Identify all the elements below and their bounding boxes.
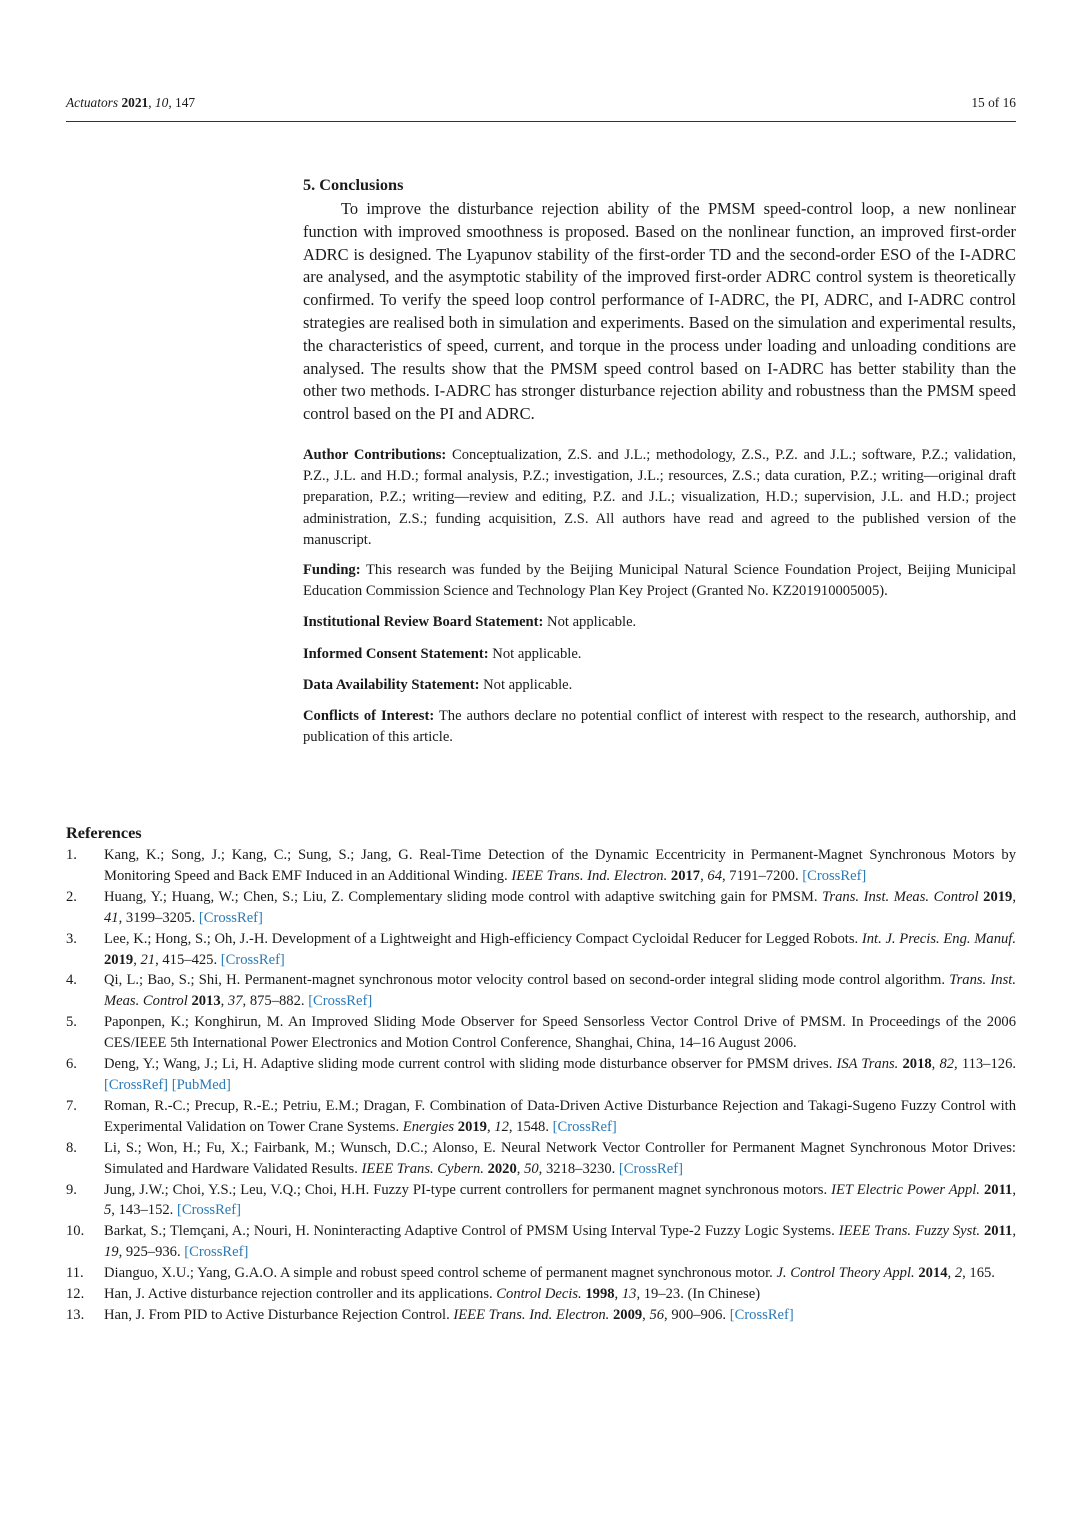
publication-year: 2019 — [104, 951, 134, 968]
page-number: 15 of 16 — [971, 95, 1016, 110]
reference-text: , — [1012, 1181, 1017, 1198]
reference-text: , 165. — [962, 1265, 995, 1282]
journal-year: 2021 — [121, 95, 149, 110]
back-label: Institutional Review Board Statement: — [303, 614, 544, 631]
publication-year: 2011 — [983, 1181, 1013, 1198]
reference-number: 4. — [66, 972, 77, 989]
author-contributions: Author Contributions: Conceptualization, Z.S. and J.L.; methodology, Z.S., P.Z. and J.L.; software, P.Z.; validation, P.Z., J.L. and H.D.; formal analysis, P.Z.; investigation, J.L.; resources, Z.S.; data curation, P.Z.; writing—original draft preparation, P.Z.; writing—review and editing, P.Z. and J.L.; visualization, H.D.; supervision, J.L. and H.D.; project administration, Z.S.; funding acquisition, Z.S. All authors have read and agreed to the published version of the manuscript. — [303, 446, 1016, 548]
publication-year: 2017 — [670, 867, 701, 884]
reference-text: , — [947, 1265, 955, 1282]
reference-text: Deng, Y.; Wang, J.; Li, H. Adaptive sliding mode current control with sliding mode disturbance observer for PMSM drives. — [104, 1056, 837, 1073]
journal-title: 41 — [104, 909, 119, 926]
funding-statement: Funding: This research was funded by the Beijing Municipal Natural Science Foundation Project, Beijing Municipal Education Commission Science and Technology Plan Key Project (Granted No. KZ201910005005). — [303, 561, 1016, 600]
reference-item — [66, 1054, 1016, 1096]
journal-title: 50 — [524, 1160, 539, 1177]
back-label: Funding: — [303, 561, 361, 578]
crossref-link[interactable]: [CrossRef] — [618, 1160, 683, 1177]
reference-item — [66, 887, 1016, 929]
reference-text: Han, J. Active disturbance rejection controller and its applications. — [104, 1286, 497, 1303]
reference-text: , — [614, 1286, 622, 1303]
reference-item — [66, 929, 1016, 971]
back-label: Author Contributions: — [303, 446, 447, 463]
publication-year: 1998 — [585, 1286, 615, 1303]
journal-title: Trans. Inst. Meas. Control — [104, 972, 1016, 1010]
reference-text: , 113–126. — [954, 1056, 1017, 1073]
back-label: Informed Consent Statement: — [303, 645, 489, 662]
section-title-conclusions: 5. Conclusions — [303, 175, 404, 194]
reference-number: 10. — [66, 1223, 85, 1240]
reference-text: Lee, K.; Hong, S.; Oh, J.-H. Development of a Lightweight and High-efficiency Compact Cycloidal Reducer for Legged Robots. — [104, 930, 862, 947]
reference-text: Jung, J.W.; Choi, Y.S.; Leu, V.Q.; Choi, H.H. Fuzzy PI-type current controllers for permanent magnet synchronous motors. — [104, 1181, 832, 1198]
journal-name: Actuators — [66, 95, 119, 110]
reference-item — [66, 970, 1016, 1012]
reference-item — [66, 1284, 1016, 1305]
references-title: References — [66, 823, 142, 842]
reference-text: , 19–23. (In Chinese) — [636, 1286, 761, 1303]
reference-item — [66, 1012, 1016, 1054]
reference-text: , — [642, 1306, 650, 1323]
journal-title: 5 — [104, 1202, 112, 1219]
reference-text: , 7191–7200. — [721, 867, 803, 884]
reference-text: , — [700, 867, 708, 884]
journal-title: 64 — [707, 867, 722, 884]
journal-title: 19 — [104, 1244, 119, 1261]
reference-number: 8. — [66, 1139, 77, 1156]
reference-text: Qi, L.; Bao, S.; Shi, H. Permanent-magnet synchronous motor velocity control based on second-order integral sliding mode control algorithm. — [104, 972, 950, 989]
pubmed-link[interactable]: [PubMed] — [171, 1076, 231, 1093]
crossref-link[interactable]: [CrossRef] — [220, 951, 285, 968]
reference-text: , 875–882. — [242, 993, 309, 1010]
journal-title: 2 — [954, 1265, 963, 1282]
reference-text: Barkat, S.; Tlemçani, A.; Nouri, H. Noninteracting Adaptive Control of PMSM Using Interval Type-2 Fuzzy Logic Systems. — [104, 1223, 839, 1240]
journal-citation: Actuators 2021, 10, 147 — [66, 95, 196, 110]
reference-text: , 3218–3230. — [538, 1160, 619, 1177]
reference-number: 2. — [66, 888, 77, 905]
publication-year: 2011 — [983, 1223, 1013, 1240]
reference-item — [66, 845, 1016, 887]
crossref-link[interactable]: [CrossRef] — [802, 867, 867, 884]
reference-text: , 3199–3205. — [118, 909, 199, 926]
reference-text: Paponpen, K.; Konghirun, M. An Improved Sliding Mode Observer for Speed Sensorless Vector Control Drive of PMSM. In Proceedings of the 2006 CES/IEEE 5th International Power Electronics and Motion Control Conference, Shanghai, China, 14–16 August 2006. — [104, 1014, 1016, 1052]
reference-text: , — [220, 993, 228, 1010]
reference-text: , 900–906. — [664, 1306, 730, 1323]
reference-number: 11. — [66, 1265, 84, 1282]
reference-list — [66, 845, 1016, 1326]
crossref-link[interactable]: [CrossRef] — [176, 1202, 242, 1219]
running-header — [66, 94, 1016, 114]
reference-number: 3. — [66, 930, 77, 947]
reference-item — [66, 1305, 1016, 1326]
informed-consent-statement: Informed Consent Statement: Not applicable. — [303, 645, 582, 662]
journal-title: IEEE Trans. Ind. Electron. — [511, 867, 668, 884]
reference-text: , — [1012, 1223, 1016, 1240]
reference-text: , — [516, 1160, 525, 1177]
journal-volume: 10 — [154, 95, 169, 110]
journal-title: IEEE Trans. Ind. Electron. — [453, 1306, 610, 1323]
publication-year: 2019 — [983, 888, 1013, 905]
reference-number: 1. — [66, 847, 77, 863]
reference-text: Dianguo, X.U.; Yang, G.A.O. A simple and robust speed control scheme of permanent magnet synchronous motor. — [104, 1265, 777, 1282]
journal-title: 12 — [494, 1118, 509, 1135]
reference-number: 6. — [66, 1056, 77, 1073]
reference-text: Kang, K.; Song, J.; Kang, C.; Sung, S.; Jang, G. Real-Time Detection of the Dynamic Eccentricity in Permanent-Magnet Synchronous Motors by Monitoring Speed and Back EMF Induced in an Additional Winding. — [104, 847, 1016, 884]
reference-number: 7. — [66, 1097, 77, 1114]
journal-title: J. Control Theory Appl. — [776, 1265, 915, 1282]
crossref-link[interactable]: [CrossRef] — [184, 1244, 249, 1261]
reference-text: Huang, Y.; Huang, W.; Chen, S.; Liu, Z. Complementary sliding mode control with adaptive switching gain for PMSM. — [104, 888, 823, 905]
journal-title: Control Decis. — [496, 1286, 582, 1303]
reference-text: , — [133, 951, 141, 968]
crossref-link[interactable]: [CrossRef] — [552, 1118, 617, 1135]
journal-title: 56 — [649, 1306, 665, 1323]
reference-text: Li, S.; Won, H.; Fu, X.; Fairbank, M.; Wunsch, D.C.; Alonso, E. Neural Network Vector Controller for Permanent Magnet Synchronous Motor Drives: Simulated and Hardware Validated Results. — [104, 1139, 1016, 1177]
publication-year: 2018 — [902, 1056, 932, 1073]
journal-title: 82 — [939, 1056, 955, 1073]
crossref-link[interactable]: [CrossRef] — [729, 1306, 794, 1323]
conflicts-of-interest: Conflicts of Interest: The authors declare no potential conflict of interest with respect to the research, authorship, and publication of this article. — [303, 708, 1016, 746]
journal-title: IEEE Trans. Fuzzy Syst. — [838, 1223, 981, 1240]
journal-title: Energies — [402, 1118, 455, 1135]
irb-statement: Institutional Review Board Statement: Not applicable. — [303, 614, 637, 631]
main-column — [303, 174, 1016, 748]
publication-year: 2009 — [612, 1306, 643, 1323]
crossref-link[interactable]: [CrossRef] — [104, 1076, 169, 1093]
reference-text: Roman, R.-C.; Precup, R.-E.; Petriu, E.M.; Dragan, F. Combination of Data-Driven Active Disturbance Rejection and Takagi-Sugeno Fuzzy Control with Experimental Validation on Tower Crane Systems. — [104, 1097, 1016, 1135]
reference-item — [66, 1180, 1016, 1222]
reference-text: Han, J. From PID to Active Disturbance Rejection Control. — [104, 1306, 454, 1323]
article-number: 147 — [175, 95, 196, 110]
reference-number: 13. — [66, 1306, 85, 1323]
publication-year: 2013 — [191, 993, 221, 1010]
crossref-link[interactable]: [CrossRef] — [198, 909, 263, 926]
journal-title: Int. J. Precis. Eng. Manuf. — [861, 930, 1016, 947]
reference-item — [66, 1221, 1016, 1263]
reference-item — [66, 1263, 1016, 1284]
reference-number: 5. — [66, 1014, 77, 1031]
journal-title: ISA Trans. — [836, 1056, 899, 1073]
reference-item — [66, 1138, 1016, 1180]
back-label: Data Availability Statement: — [303, 676, 480, 693]
reference-number: 12. — [66, 1286, 85, 1303]
journal-title: 13 — [621, 1286, 637, 1303]
publication-year: 2019 — [457, 1118, 487, 1135]
conclusions-paragraph: To improve the disturbance rejection ability of the PMSM speed-control loop, a new nonlinear function with improved smoothness is proposed. Based on the nonlinear function, an improved first-order ADRC is designed. The Lyapunov stability of the first-order TD and the second-order ESO of the I-ADRC are analysed, and the asymptotic stability of the improved first-order ADRC control system is theoretically confirmed. To verify the speed loop control performance of I-ADRC, the PI, ADRC, and I-ADRC control strategies are realised both in simulation and experiments. Based on the simulation and experimental results, the characteristics of speed, current, and torque in the process under loading and unloading conditions are analysed. The results show that the PMSM speed control based on I-ADRC has better stability than the other two methods. I-ADRC has stronger disturbance rejection ability and robustness than the PMSM speed control based on the PI and ADRC. — [303, 199, 1016, 424]
publication-year: 2014 — [918, 1265, 948, 1282]
reference-text: , — [486, 1118, 495, 1135]
journal-title: IET Electric Power Appl. — [831, 1181, 980, 1198]
reference-item — [66, 1096, 1016, 1138]
data-availability-statement: Data Availability Statement: Not applicable. — [303, 676, 573, 693]
reference-text: , 143–152. — [111, 1202, 177, 1219]
publication-year: 2020 — [487, 1160, 517, 1177]
reference-text: , 1548. — [508, 1118, 553, 1135]
reference-text: , 415–425. — [155, 951, 221, 968]
header-divider — [66, 121, 1016, 122]
journal-title: IEEE Trans. Cybern. — [361, 1160, 484, 1177]
journal-title: Trans. Inst. Meas. Control — [822, 888, 979, 905]
crossref-link[interactable]: [CrossRef] — [308, 993, 373, 1010]
journal-title: 21 — [140, 951, 156, 968]
reference-text: , 925–936. — [118, 1244, 185, 1261]
reference-number: 9. — [66, 1181, 77, 1198]
reference-text: , — [931, 1056, 940, 1073]
references-section — [66, 822, 1016, 1326]
reference-text: , — [1012, 888, 1016, 905]
back-label: Conflicts of Interest: — [303, 708, 435, 724]
journal-title: 37 — [227, 993, 243, 1010]
